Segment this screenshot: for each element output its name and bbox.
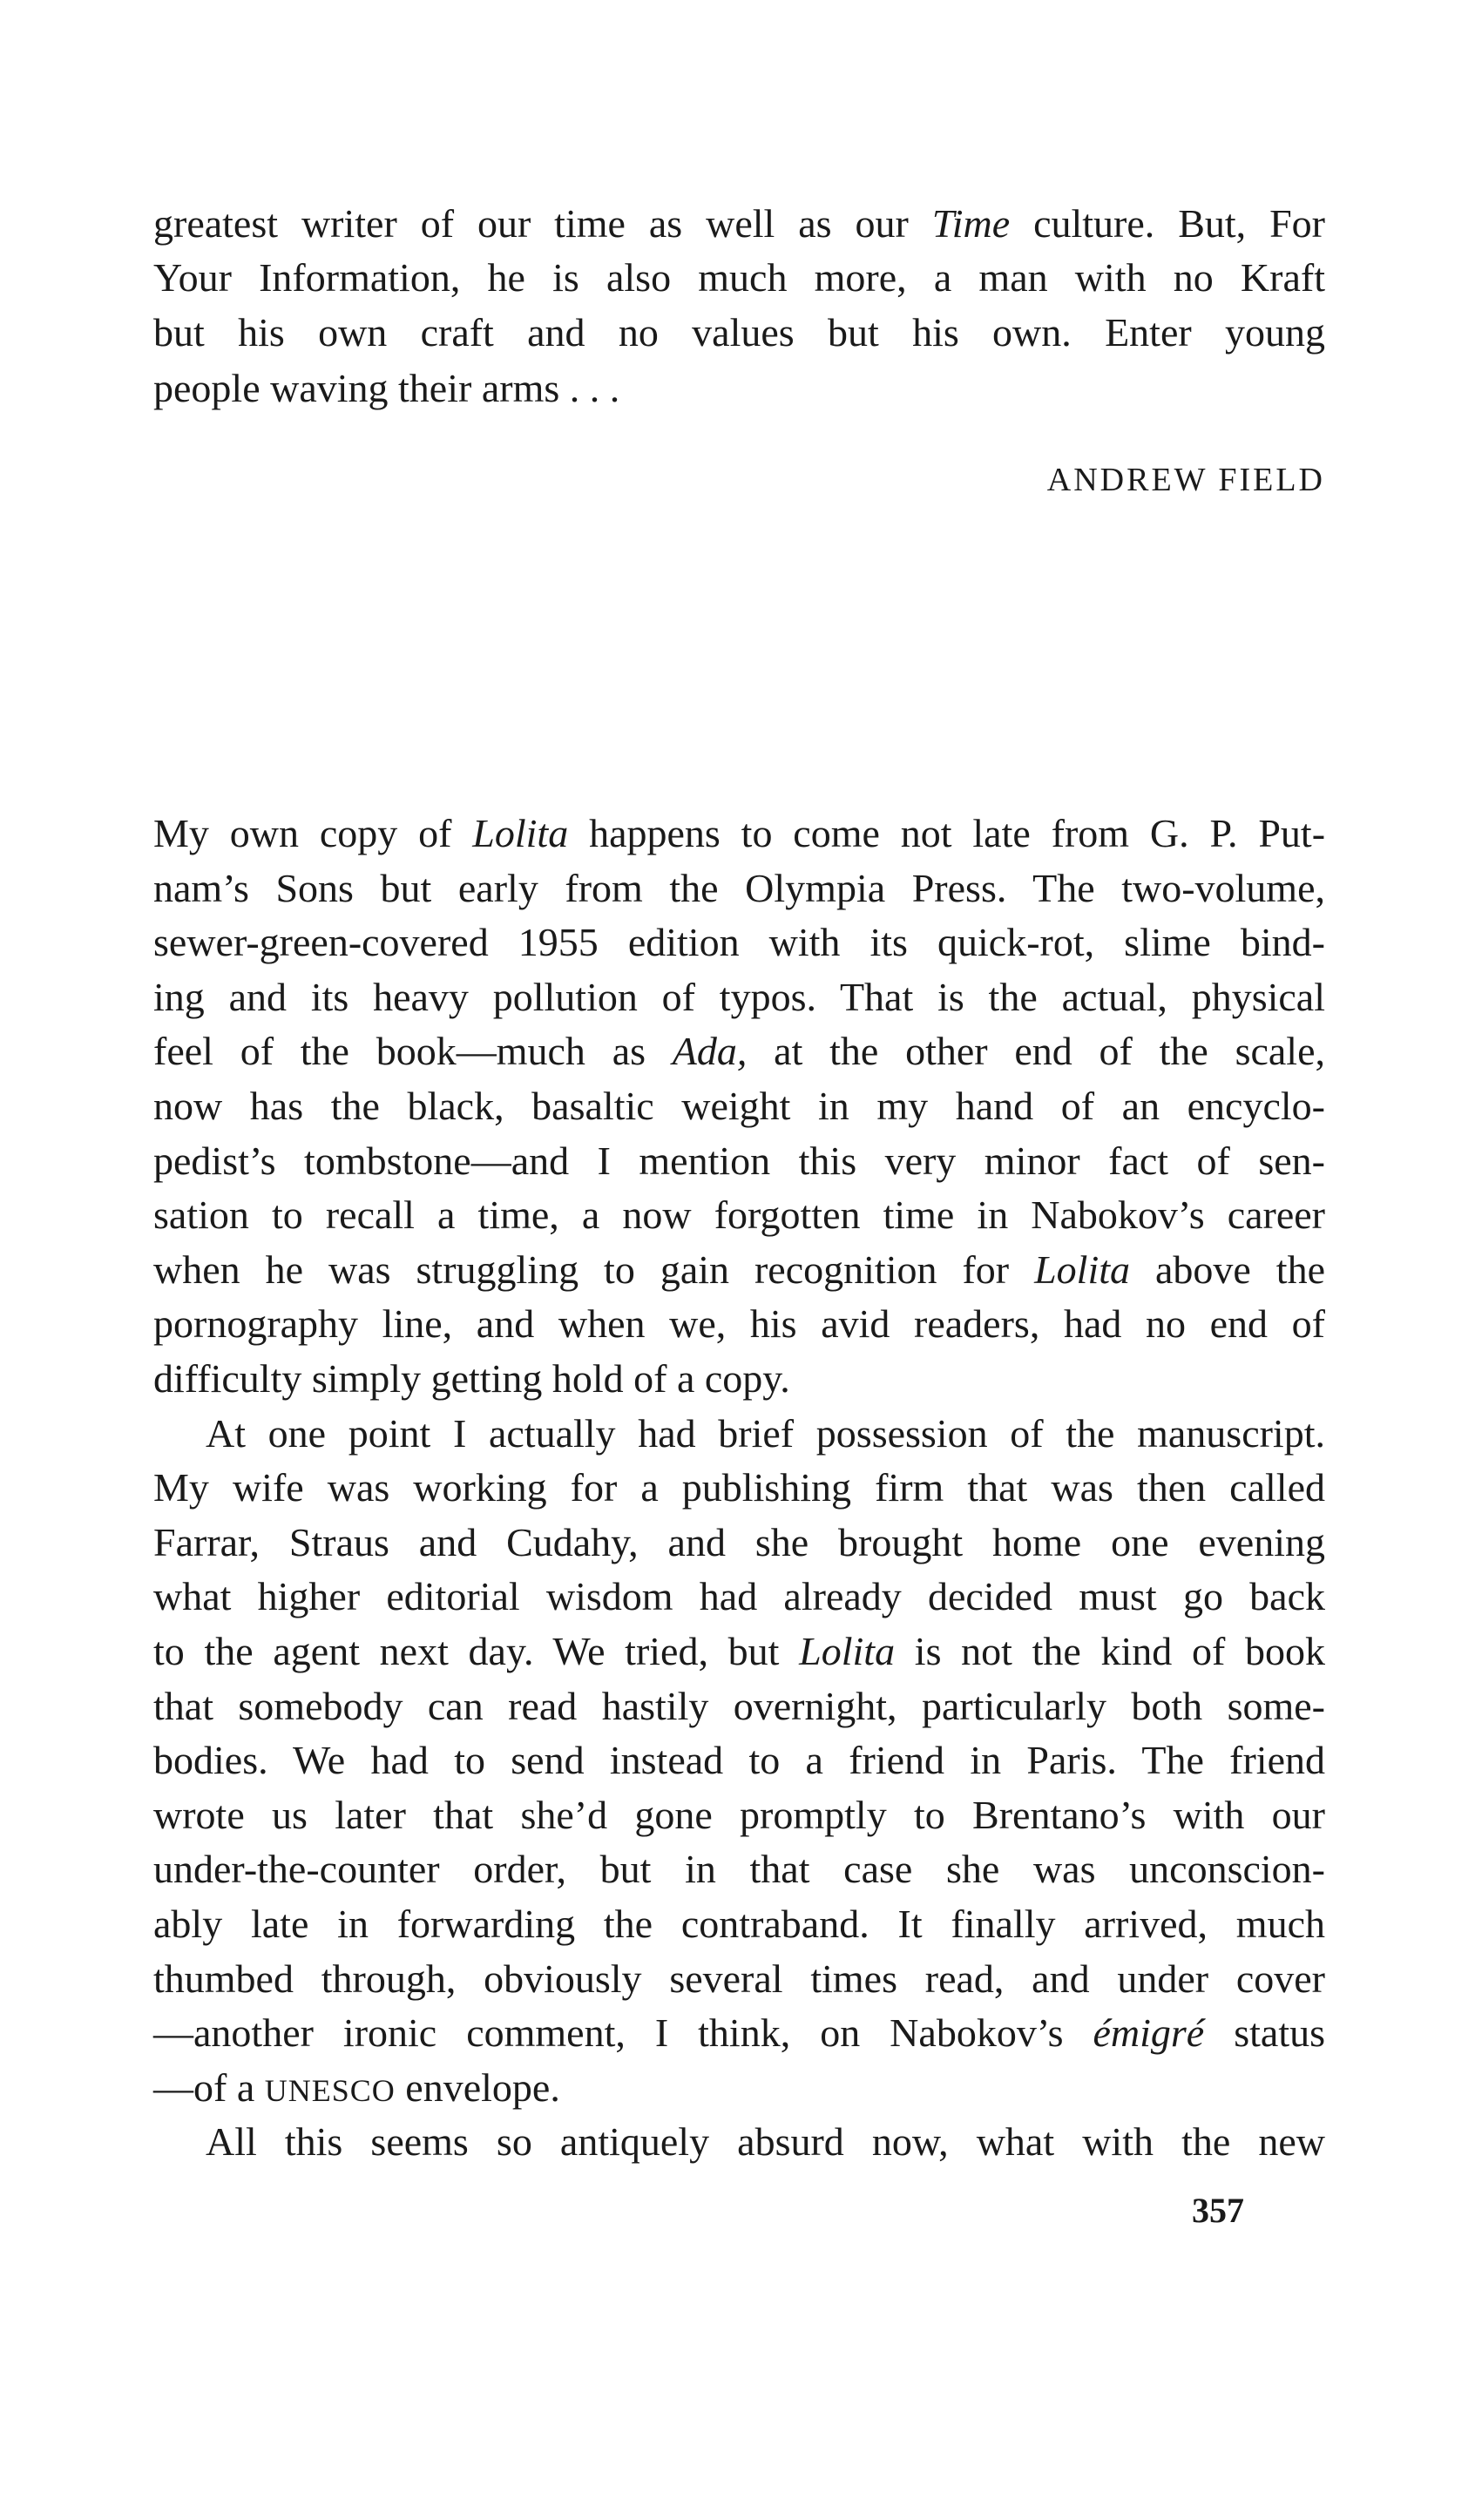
- epigraph-line: people waving their arms . . .: [153, 366, 620, 410]
- body-line: nam’s Sons but early from the Olympia Press. The two-volume,: [153, 865, 1325, 910]
- body-line: All this seems so antiquely absurd now, what with the new: [206, 2119, 1325, 2165]
- body-line: pedist’s tombstone—and I mention this very minor fact of sen-: [153, 1138, 1325, 1183]
- body-line: sation to recall a time, a now forgotten time in Nabokov’s career: [153, 1192, 1325, 1238]
- body-line: pornography line, and when we, his avid readers, had no end of: [153, 1301, 1325, 1347]
- body-line: what higher editorial wisdom had already decided must go back: [153, 1574, 1325, 1619]
- epigraph-attribution: ANDREW FIELD: [1046, 462, 1325, 498]
- body-line: Farrar, Straus and Cudahy, and she brought home one evening: [153, 1519, 1325, 1564]
- epigraph-line: but his own craft and no values but his own. Enter young: [153, 310, 1325, 355]
- body-line: ing and its heavy pollution of typos. That is the actual, physical: [153, 974, 1325, 1019]
- body-line: My own copy of Lolita happens to come not late from G. P. Put-: [153, 811, 1326, 855]
- epigraph-line: greatest writer of our time as well as our Time culture. But, For: [153, 201, 1325, 246]
- italic-text: Lolita: [1034, 1246, 1131, 1292]
- epigraph-line: Your Information, he is also much more, a man with no Kraft: [153, 255, 1325, 300]
- body-line: difficulty simply getting hold of a copy.: [153, 1356, 790, 1401]
- italic-text: Time: [931, 201, 1011, 246]
- body-line: ably late in forwarding the contraband. It finally arrived, much: [153, 1902, 1325, 1946]
- page-number: 357: [1192, 2191, 1244, 2230]
- body-line: sewer-green-covered 1955 edition with its quick-rot, slime bind-: [153, 920, 1325, 965]
- italic-text: Ada,: [672, 1029, 748, 1074]
- italic-text: Lolita: [472, 811, 569, 855]
- body-line: My wife was working for a publishing firm that was then called: [153, 1465, 1325, 1510]
- body-line: At one point I actually had brief possession of the manuscript.: [206, 1410, 1325, 1456]
- body-line: thumbed through, obviously several times read, and under cover: [153, 1956, 1325, 2001]
- body-line: to the agent next day. We tried, but Lolita is not the kind of book: [153, 1629, 1325, 1673]
- body-line: wrote us later that she’d gone promptly to Brentano’s with our: [153, 1792, 1325, 1837]
- italic-text: émigré: [1093, 2010, 1205, 2056]
- small-caps-text: UNESCO: [264, 2072, 396, 2108]
- body-line: now has the black, basaltic weight in my hand of an encyclo-: [153, 1084, 1325, 1128]
- body-line: feel of the book—much as Ada, at the other end of the scale,: [153, 1029, 1325, 1074]
- body-line: when he was struggling to gain recognition for Lolita above the: [153, 1246, 1325, 1292]
- body-line: —of a UNESCO envelope.: [153, 2064, 560, 2110]
- body-line: —another ironic comment, I think, on Nabokov’s émigré status: [153, 2010, 1325, 2056]
- body-line: bodies. We had to send instead to a friend in Paris. The friend: [153, 1738, 1325, 1783]
- body-line: that somebody can read hastily overnight, particularly both some-: [153, 1683, 1325, 1728]
- italic-text: Lolita: [799, 1629, 896, 1673]
- body-line: under-the-counter order, but in that case she was unconscion-: [153, 1847, 1325, 1892]
